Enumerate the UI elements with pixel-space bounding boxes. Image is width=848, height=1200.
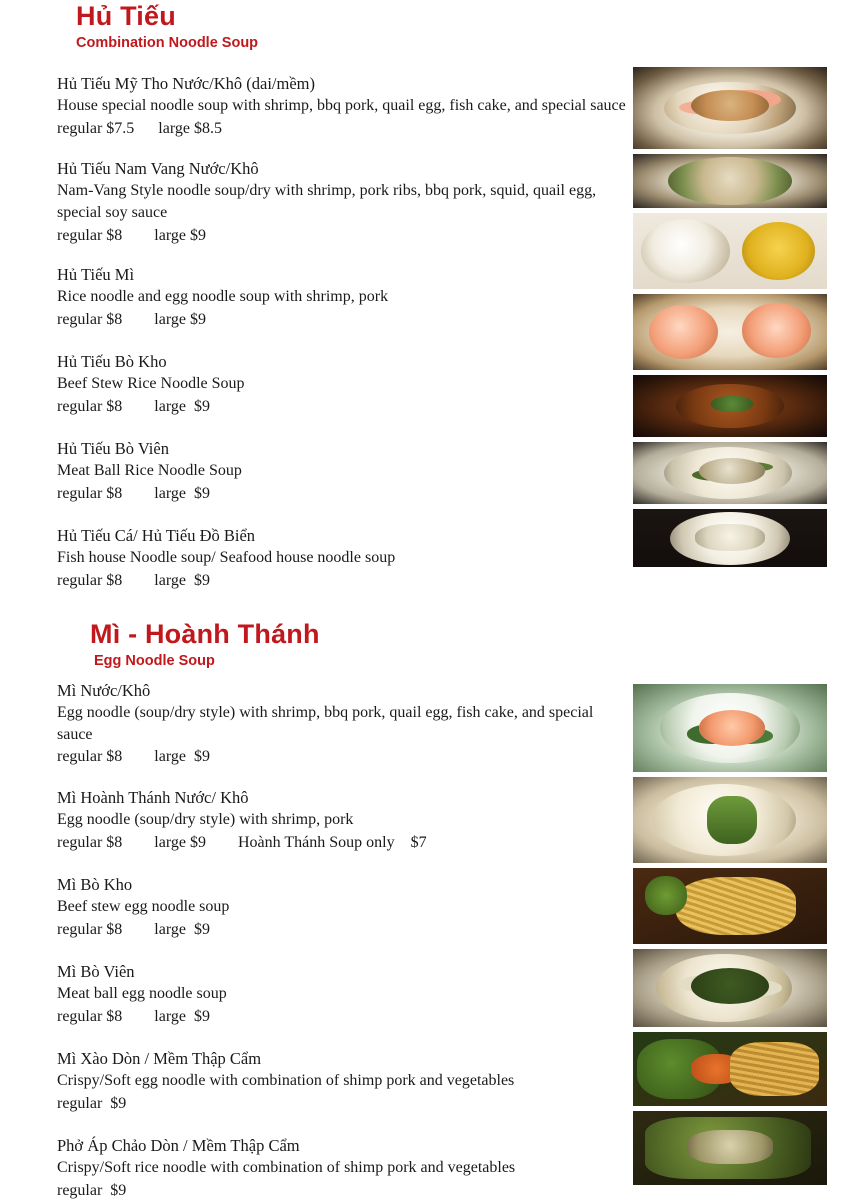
hu-tieu-nam-vang-photo <box>633 154 827 208</box>
menu-item-description: Nam-Vang Style noodle soup/dry with shrimp, pork ribs, bbq pork, squid, quail egg, special soy sauce <box>57 182 597 221</box>
menu-item <box>57 874 627 941</box>
menu-item-price: regular $7.5 large $8.5 <box>57 119 222 137</box>
photo-strip-mi <box>633 684 827 1190</box>
menu-item-price: regular $9 <box>57 1094 127 1112</box>
menu-item-name: Phở Áp Chảo Dòn / Mềm Thập Cẩm <box>57 1135 300 1155</box>
mi-xao-don-photo <box>633 1032 827 1106</box>
menu-item-price: regular $8 large $9 <box>57 310 206 328</box>
carrot-accent <box>691 1054 741 1084</box>
menu-item-price: regular $8 large $9 <box>57 571 210 589</box>
menu-item-name: Mì Nước/Khô <box>57 681 151 700</box>
section-subtitle: Combination Noodle Soup <box>76 35 259 52</box>
menu-item-list-mi <box>57 680 627 1200</box>
menu-item-name: Hủ Tiếu Bò Viên <box>57 438 169 458</box>
menu-item <box>57 438 627 505</box>
menu-item-price: regular $8 large $9 <box>57 226 206 244</box>
hu-tieu-ca-photo <box>633 509 827 567</box>
hu-tieu-mi-shrimp-photo <box>633 294 827 370</box>
mi-bo-vien-photo <box>633 949 827 1027</box>
menu-item-price: regular $8 large $9 Hoành Thánh Soup only $7 <box>57 833 427 851</box>
menu-item <box>57 1048 627 1115</box>
menu-item-description: Beef Stew Rice Noodle Soup <box>57 375 245 392</box>
menu-item-name: Hủ Tiếu Bò Kho <box>57 351 167 371</box>
mi-hoanh-thanh-photo <box>633 777 827 863</box>
menu-item <box>57 73 627 140</box>
menu-item <box>57 1135 627 1200</box>
hu-tieu-bo-vien-photo <box>633 442 827 504</box>
mi-bo-kho-photo <box>633 868 827 944</box>
menu-item <box>57 961 627 1028</box>
menu-item <box>57 264 627 331</box>
menu-item-description: Rice noodle and egg noodle soup with shrimp, pork <box>57 287 389 305</box>
menu-item <box>57 680 627 769</box>
menu-item-description: Egg noodle (soup/dry style) with shrimp, pork <box>57 810 354 828</box>
menu-item-name: Hủ Tiếu Mì <box>57 264 135 284</box>
menu-item-name: Hủ Tiếu Nam Vang Nước/Khô <box>57 159 259 179</box>
menu-item <box>57 525 627 592</box>
menu-item-description: Beef stew egg noodle soup <box>57 897 230 915</box>
menu-item-name: Hủ Tiếu Cá/ Hủ Tiếu Đồ Biển <box>57 525 256 545</box>
menu-item-description: Fish house Noodle soup/ Seafood house noodle soup <box>57 549 396 567</box>
menu-item-list-hu-tieu <box>57 73 627 592</box>
menu-item-name: Mì Xào Dòn / Mềm Thập Cẩm <box>57 1048 262 1068</box>
menu-item-description: Egg noodle (soup/dry style) with shrimp, bbq pork, quail egg, fish cake, and special sauce <box>57 704 594 743</box>
menu-item-price: regular $8 large $9 <box>57 920 210 938</box>
section-heading-hu-tieu <box>76 2 258 51</box>
menu-item-price: regular $9 <box>57 1181 127 1199</box>
menu-item-price: regular $8 large $9 <box>57 484 210 502</box>
menu-item <box>57 351 627 418</box>
menu-item-price: regular $8 large $9 <box>57 397 210 415</box>
menu-item-price: regular $8 large $9 <box>57 748 210 766</box>
menu-item-description: Meat Ball Rice Noodle Soup <box>57 462 242 480</box>
menu-item-description: Meat ball egg noodle soup <box>57 985 227 1002</box>
mi-nuoc-photo <box>633 684 827 772</box>
hu-tieu-kho-plate-photo <box>633 213 827 289</box>
menu-item-description: Crispy/Soft rice noodle with combination of shimp pork and vegetables <box>57 1159 516 1177</box>
menu-item-description: Crispy/Soft egg noodle with combination of shimp pork and vegetables <box>57 1072 515 1090</box>
menu-item-name: Mì Bò Viên <box>57 961 135 981</box>
menu-item-name: Mì Bò Kho <box>57 874 133 894</box>
section-heading-mi-hoanh-thanh <box>90 620 320 669</box>
section-title: Hủ Tiếu <box>76 1 176 31</box>
photo-strip-hu-tieu <box>633 67 827 572</box>
menu-item <box>57 158 627 247</box>
menu-item-description: House special noodle soup with shrimp, bbq pork, quail egg, fish cake, and special sauce <box>57 97 626 115</box>
pho-ap-chao-photo <box>633 1111 827 1185</box>
hu-tieu-my-tho-photo <box>633 67 827 149</box>
section-title: Mì - Hoành Thánh <box>90 619 320 649</box>
menu-item <box>57 787 627 854</box>
menu-item-price: regular $8 large $9 <box>57 1007 210 1025</box>
menu-item-name: Mì Hoành Thánh Nước/ Khô <box>57 787 249 807</box>
section-subtitle: Egg Noodle Soup <box>94 653 215 670</box>
hu-tieu-bo-kho-photo <box>633 375 827 437</box>
menu-item-name: Hủ Tiếu Mỹ Tho Nước/Khô (dai/mềm) <box>57 74 315 93</box>
